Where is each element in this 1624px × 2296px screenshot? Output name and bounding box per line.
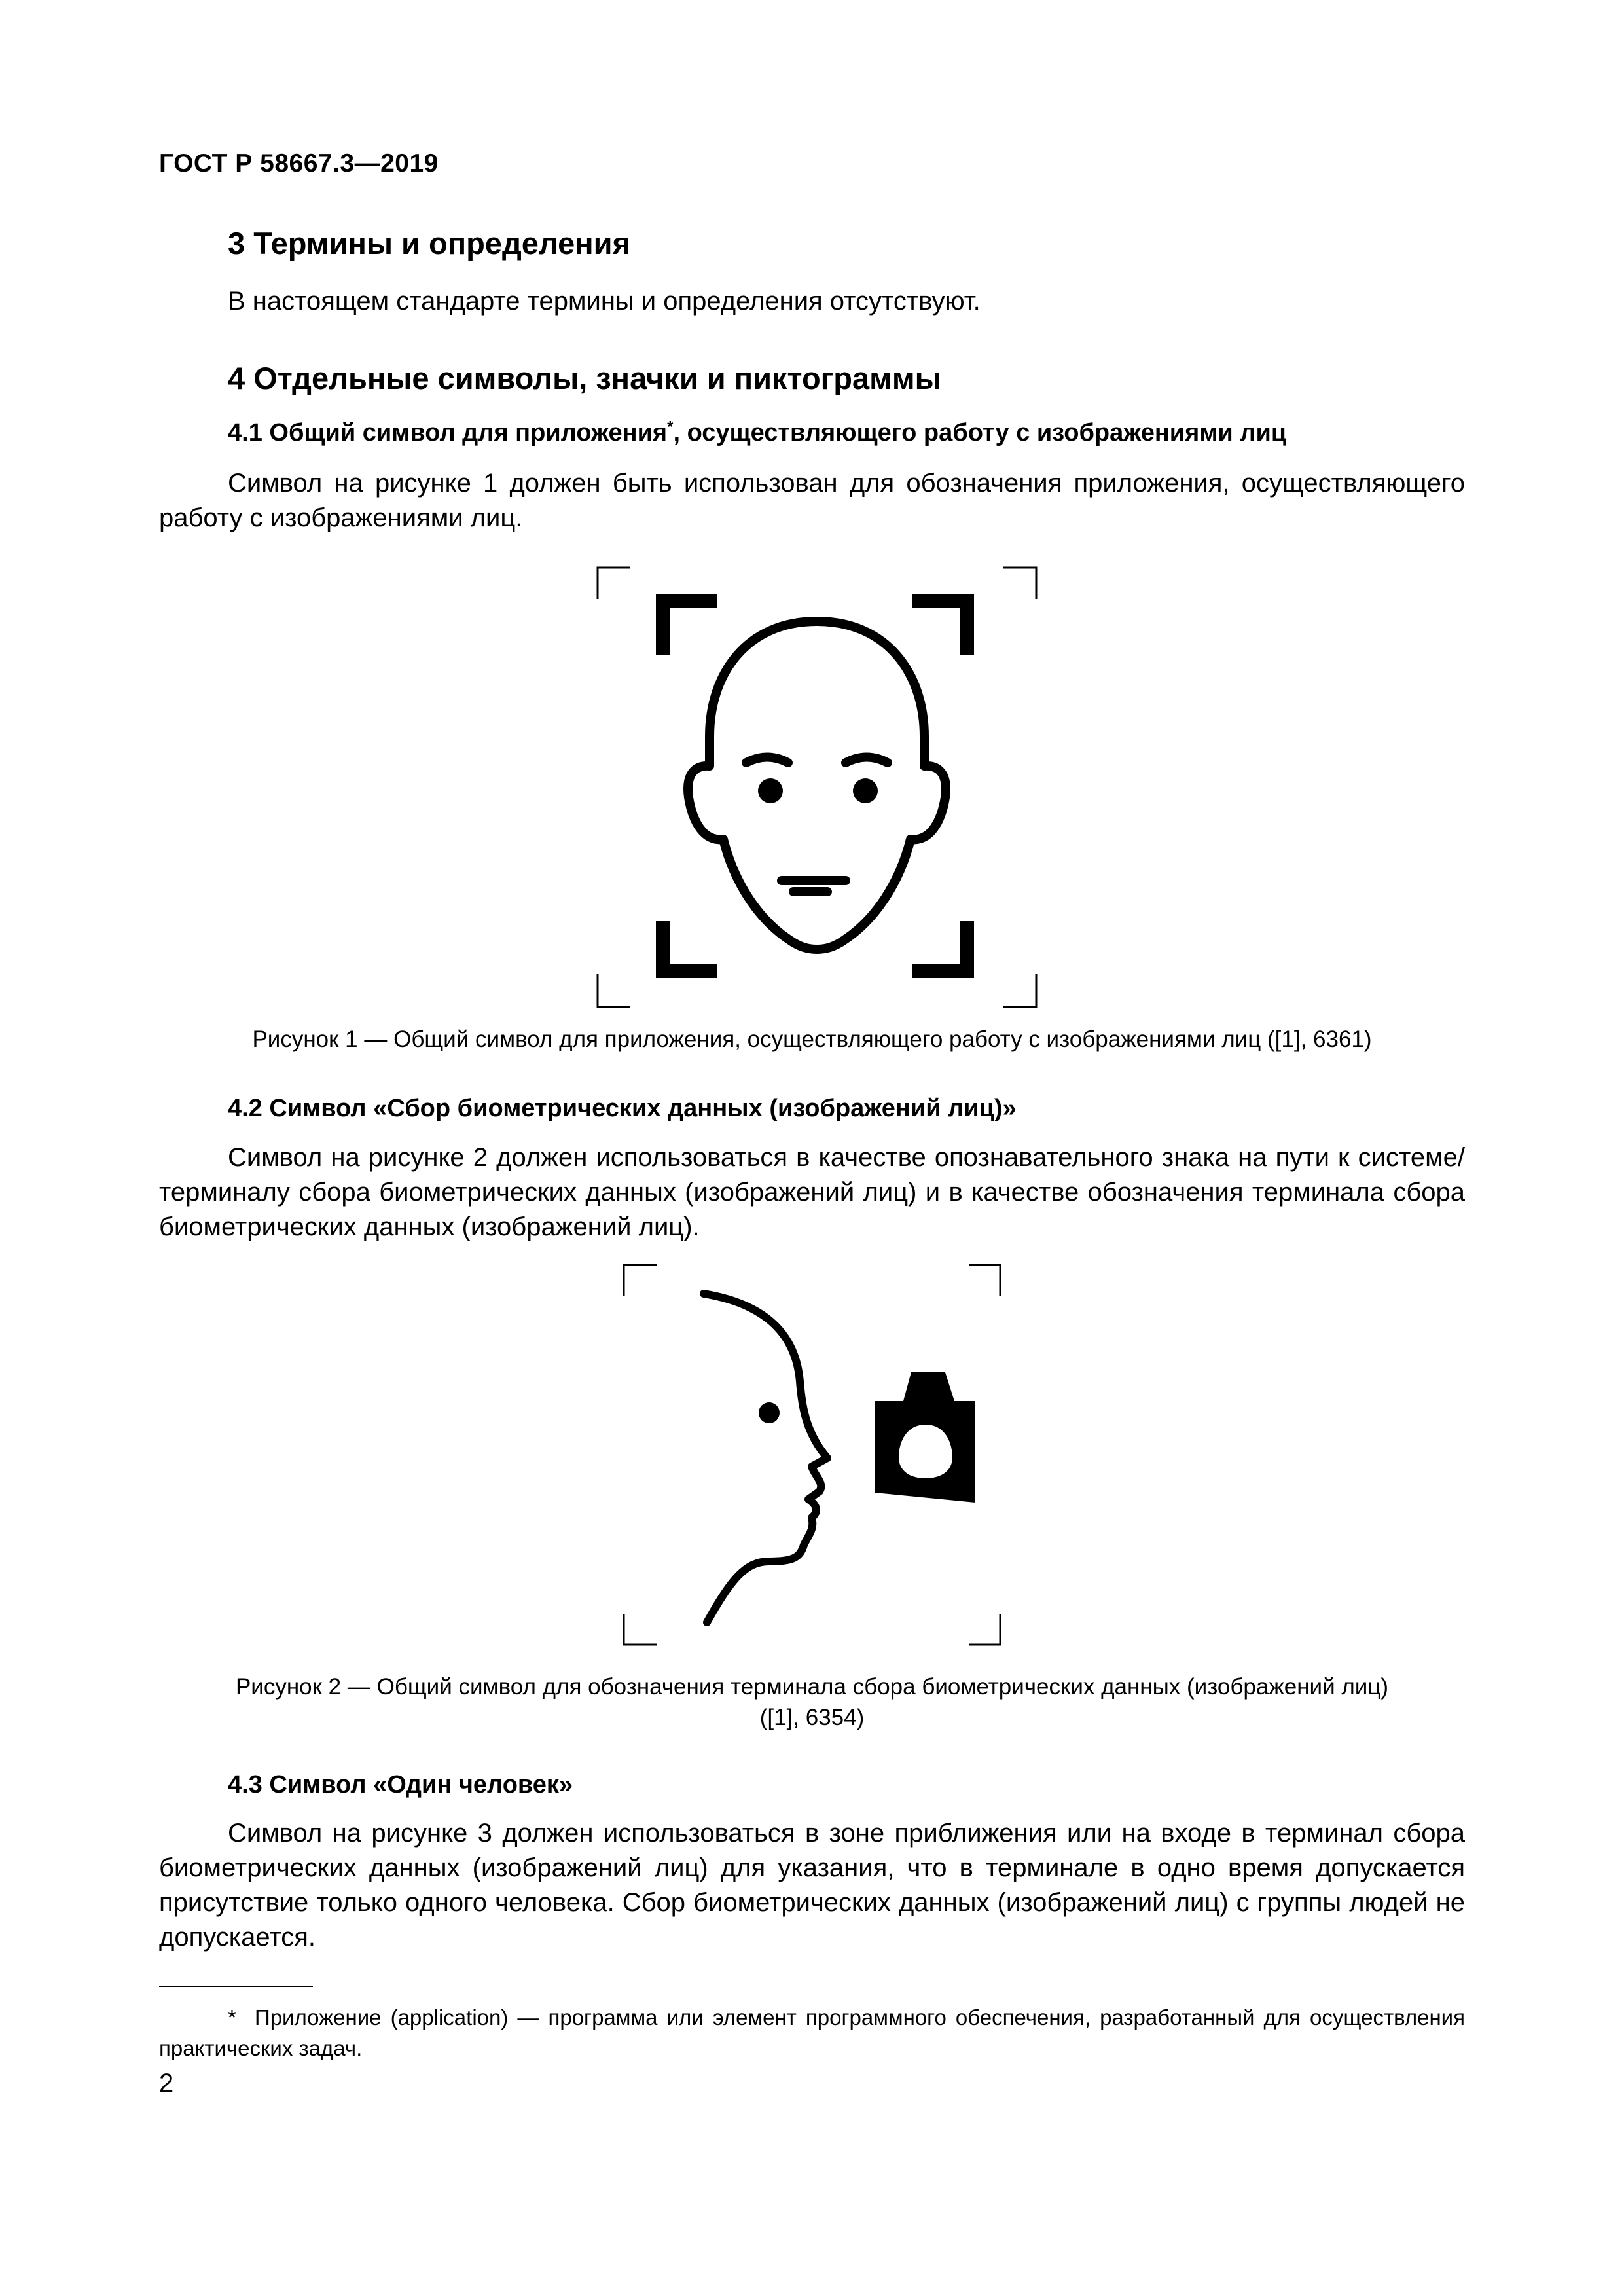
figure-1-face-frontal-icon — [589, 563, 1047, 1015]
section-4-2-text: Символ на рисунке 2 должен использоваться в качестве опознавательного знака на пути к системе/терминалу сбора биометрических данных (изображений лиц) и в качестве обозначения терминала сбора биометрических данных (изображений лиц). — [159, 1143, 1465, 1241]
section-4-2-title: 4.2 Символ «Сбор биометрических данных (изображений лиц)» — [228, 1095, 1017, 1122]
figure-2-face-profile — [704, 1294, 827, 1622]
figure-2-caption-line-2: ([1], 6354) — [759, 1705, 865, 1730]
figure-2-frame — [624, 1265, 1000, 1645]
section-4-title: 4 Отдельные символы, значки и пиктограммы — [228, 361, 941, 395]
footnote-reference: * — [667, 418, 674, 436]
figure-1-caption: Рисунок 1 — Общий символ для приложения, осуществляющего работу с изображениями лиц ([1], 6361) — [252, 1027, 1372, 1052]
footnote — [159, 2002, 1465, 2064]
section-4-1-text: Символ на рисунке 1 должен быть использован для обозначения приложения, осуществляющего работу с изображениями лиц. — [159, 469, 1465, 532]
footnote-separator — [159, 1986, 313, 1987]
section-3-text: В настоящем стандарте термины и определения отсутствуют. — [228, 287, 981, 316]
document-header: ГОСТ Р 58667.3—2019 — [159, 149, 439, 177]
footnote-text: Приложение (application) — программа или элемент программного обеспечения, разработанный для осуществления практических задач. — [159, 2005, 1465, 2060]
figure-2-eye — [759, 1402, 780, 1423]
footnote-mark: * — [228, 2005, 236, 2030]
figure-1-right-eye — [853, 778, 878, 803]
section-4-3-title: 4.3 Символ «Один человек» — [228, 1771, 573, 1798]
figure-2-caption-line-1: Рисунок 2 — Общий символ для обозначения терминала сбора биометрических данных (изображений лиц) — [235, 1674, 1389, 1700]
section-3-title: 3 Термины и определения — [228, 226, 630, 261]
figure-1-corner-brackets — [663, 601, 967, 971]
figure-1-face — [688, 621, 946, 949]
figure-2-face-profile-camera-icon — [615, 1260, 1021, 1666]
section-4-1-title-part1: 4.1 Общий символ для приложения — [228, 419, 668, 446]
section-4-1-title-part2: , осуществляющего работу с изображениями лиц — [673, 419, 1287, 446]
section-4-3-text: Символ на рисунке 3 должен использоваться в зоне приближения или на входе в терминал сбора биометрических данных (изображений лиц) для указания, что в терминале в одно время допускается присутствие только одного человека. Сбор биометрических данных (изображений лиц) с группы людей не допускается. — [159, 1819, 1465, 1952]
figure-1-left-eye — [758, 778, 783, 803]
page-number: 2 — [159, 2069, 174, 2098]
section-4-1-title — [228, 419, 1286, 447]
figure-2-camera-icon — [875, 1372, 975, 1503]
